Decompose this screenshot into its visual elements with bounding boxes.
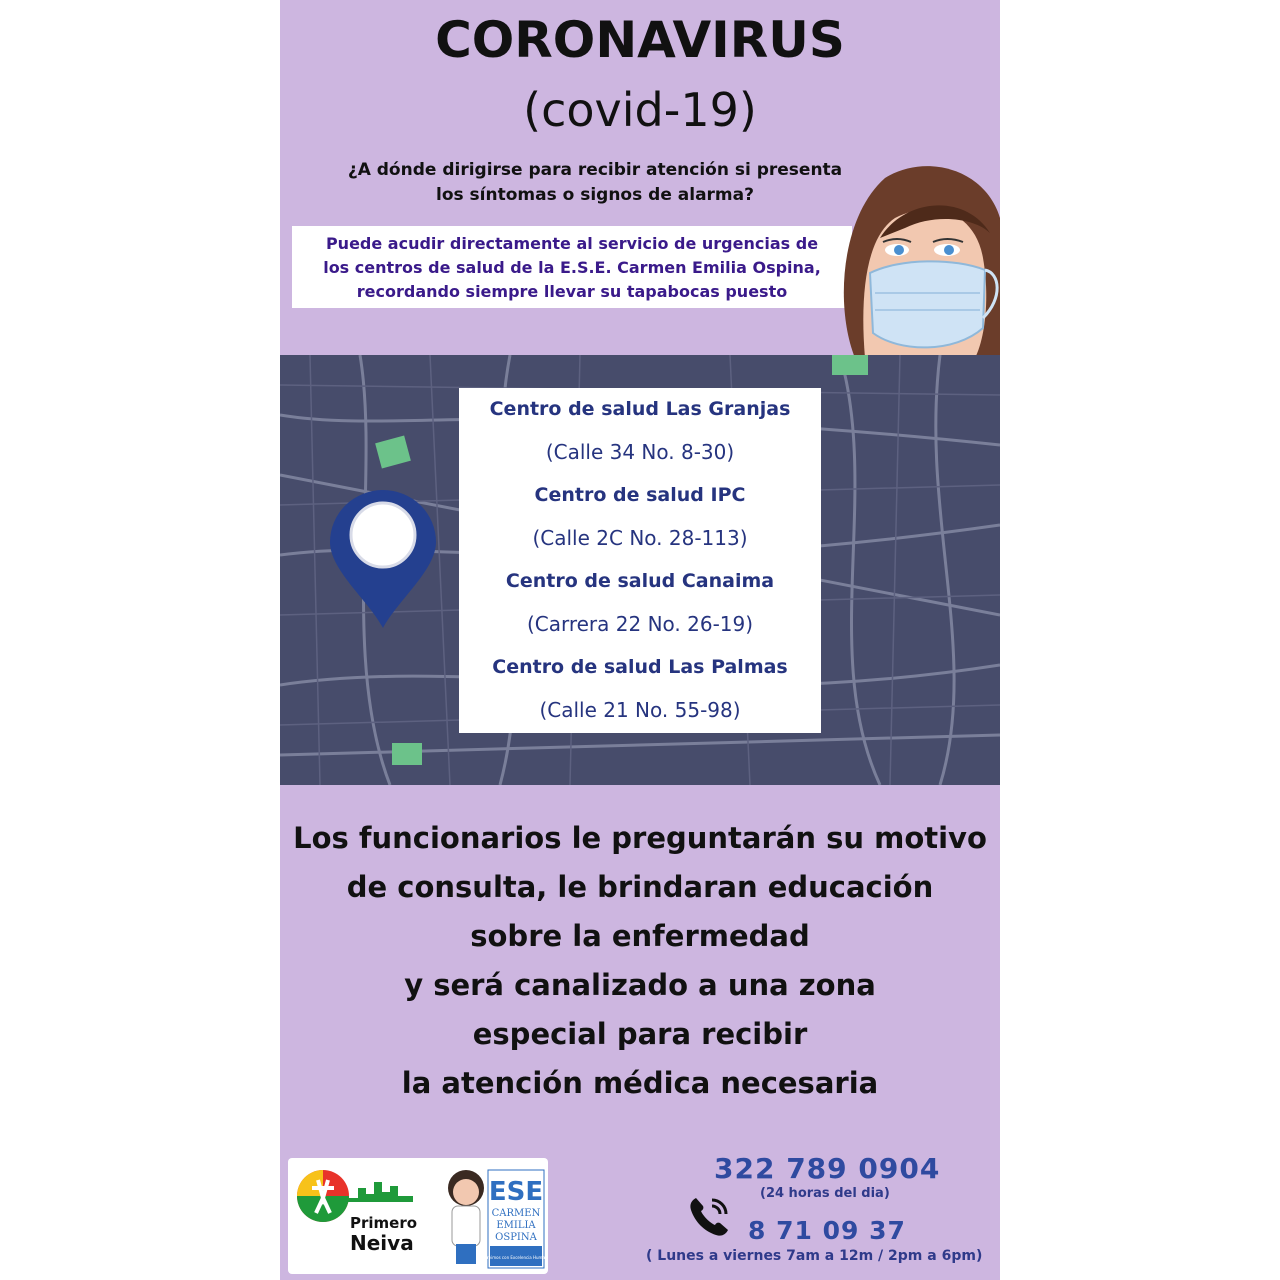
instructions-text [280,814,1000,1108]
logo-text-neiva: Neiva [350,1231,414,1255]
center-name: Centro de salud IPC [534,484,746,506]
body-line2: de consulta, le brindaran educación [346,870,934,904]
title-line2: (covid-19) [523,83,757,137]
logo-text-primero: Primero [350,1214,418,1232]
body-line3: sobre la enfermedad [470,919,810,953]
health-centers-list [459,388,821,733]
phone-hours-24h: (24 horas del dia) [760,1186,890,1201]
ese-tagline: Servimos con Excelencia Humana [482,1255,548,1260]
page-title [280,10,1000,140]
ese-logo-text: ESE [488,1177,544,1207]
phone-number-office: 8 71 09 37 [748,1216,906,1245]
phone-number-24h: 322 789 0904 [714,1152,941,1185]
center-name: Centro de salud Canaima [505,570,775,592]
center-name: Centro de salud Las Palmas [492,656,788,678]
body-line5: especial para recibir [472,1017,808,1051]
masked-woman-illustration [825,158,1000,358]
title-line1: CORONAVIRUS [435,11,845,69]
advice-line2: los centros de salud de la E.S.E. Carmen Emilia Ospina, [323,258,821,277]
advice-line3: recordando siempre llevar su tapabocas puesto [356,282,788,301]
question-line1: ¿A dónde dirigirse para recibir atención si presenta [347,160,843,180]
ese-name-line1: CARMEN [491,1208,541,1219]
poster [280,0,1000,1280]
center-address: (Carrera 22 No. 26-19) [526,612,754,636]
body-line1: Los funcionarios le preguntarán su motivo [293,821,987,855]
body-line4: y será canalizado a una zona [404,968,876,1002]
question-line2: los síntomas o signos de alarma? [436,185,754,205]
center-address: (Calle 21 No. 55-98) [539,698,741,722]
location-pin-icon [328,490,438,630]
nurse-mascot-icon [448,1170,484,1264]
logos-box [288,1158,548,1274]
phone-icon [684,1192,734,1242]
primero-neiva-logo [288,1158,548,1274]
body-line6: la atención médica necesaria [401,1066,879,1100]
center-address: (Calle 2C No. 28-113) [532,526,748,550]
ese-name-line3: OSPINA [495,1232,537,1243]
question-text [320,158,870,208]
center-name: Centro de salud Las Granjas [489,398,791,420]
advice-line1: Puede acudir directamente al servicio de urgencias de [325,234,819,253]
center-address: (Calle 34 No. 8-30) [545,440,735,464]
advice-box [292,226,852,308]
ese-name-line2: EMILIA [496,1220,536,1231]
phone-hours-office: ( Lunes a viernes 7am a 12m / 2pm a 6pm) [646,1248,983,1264]
